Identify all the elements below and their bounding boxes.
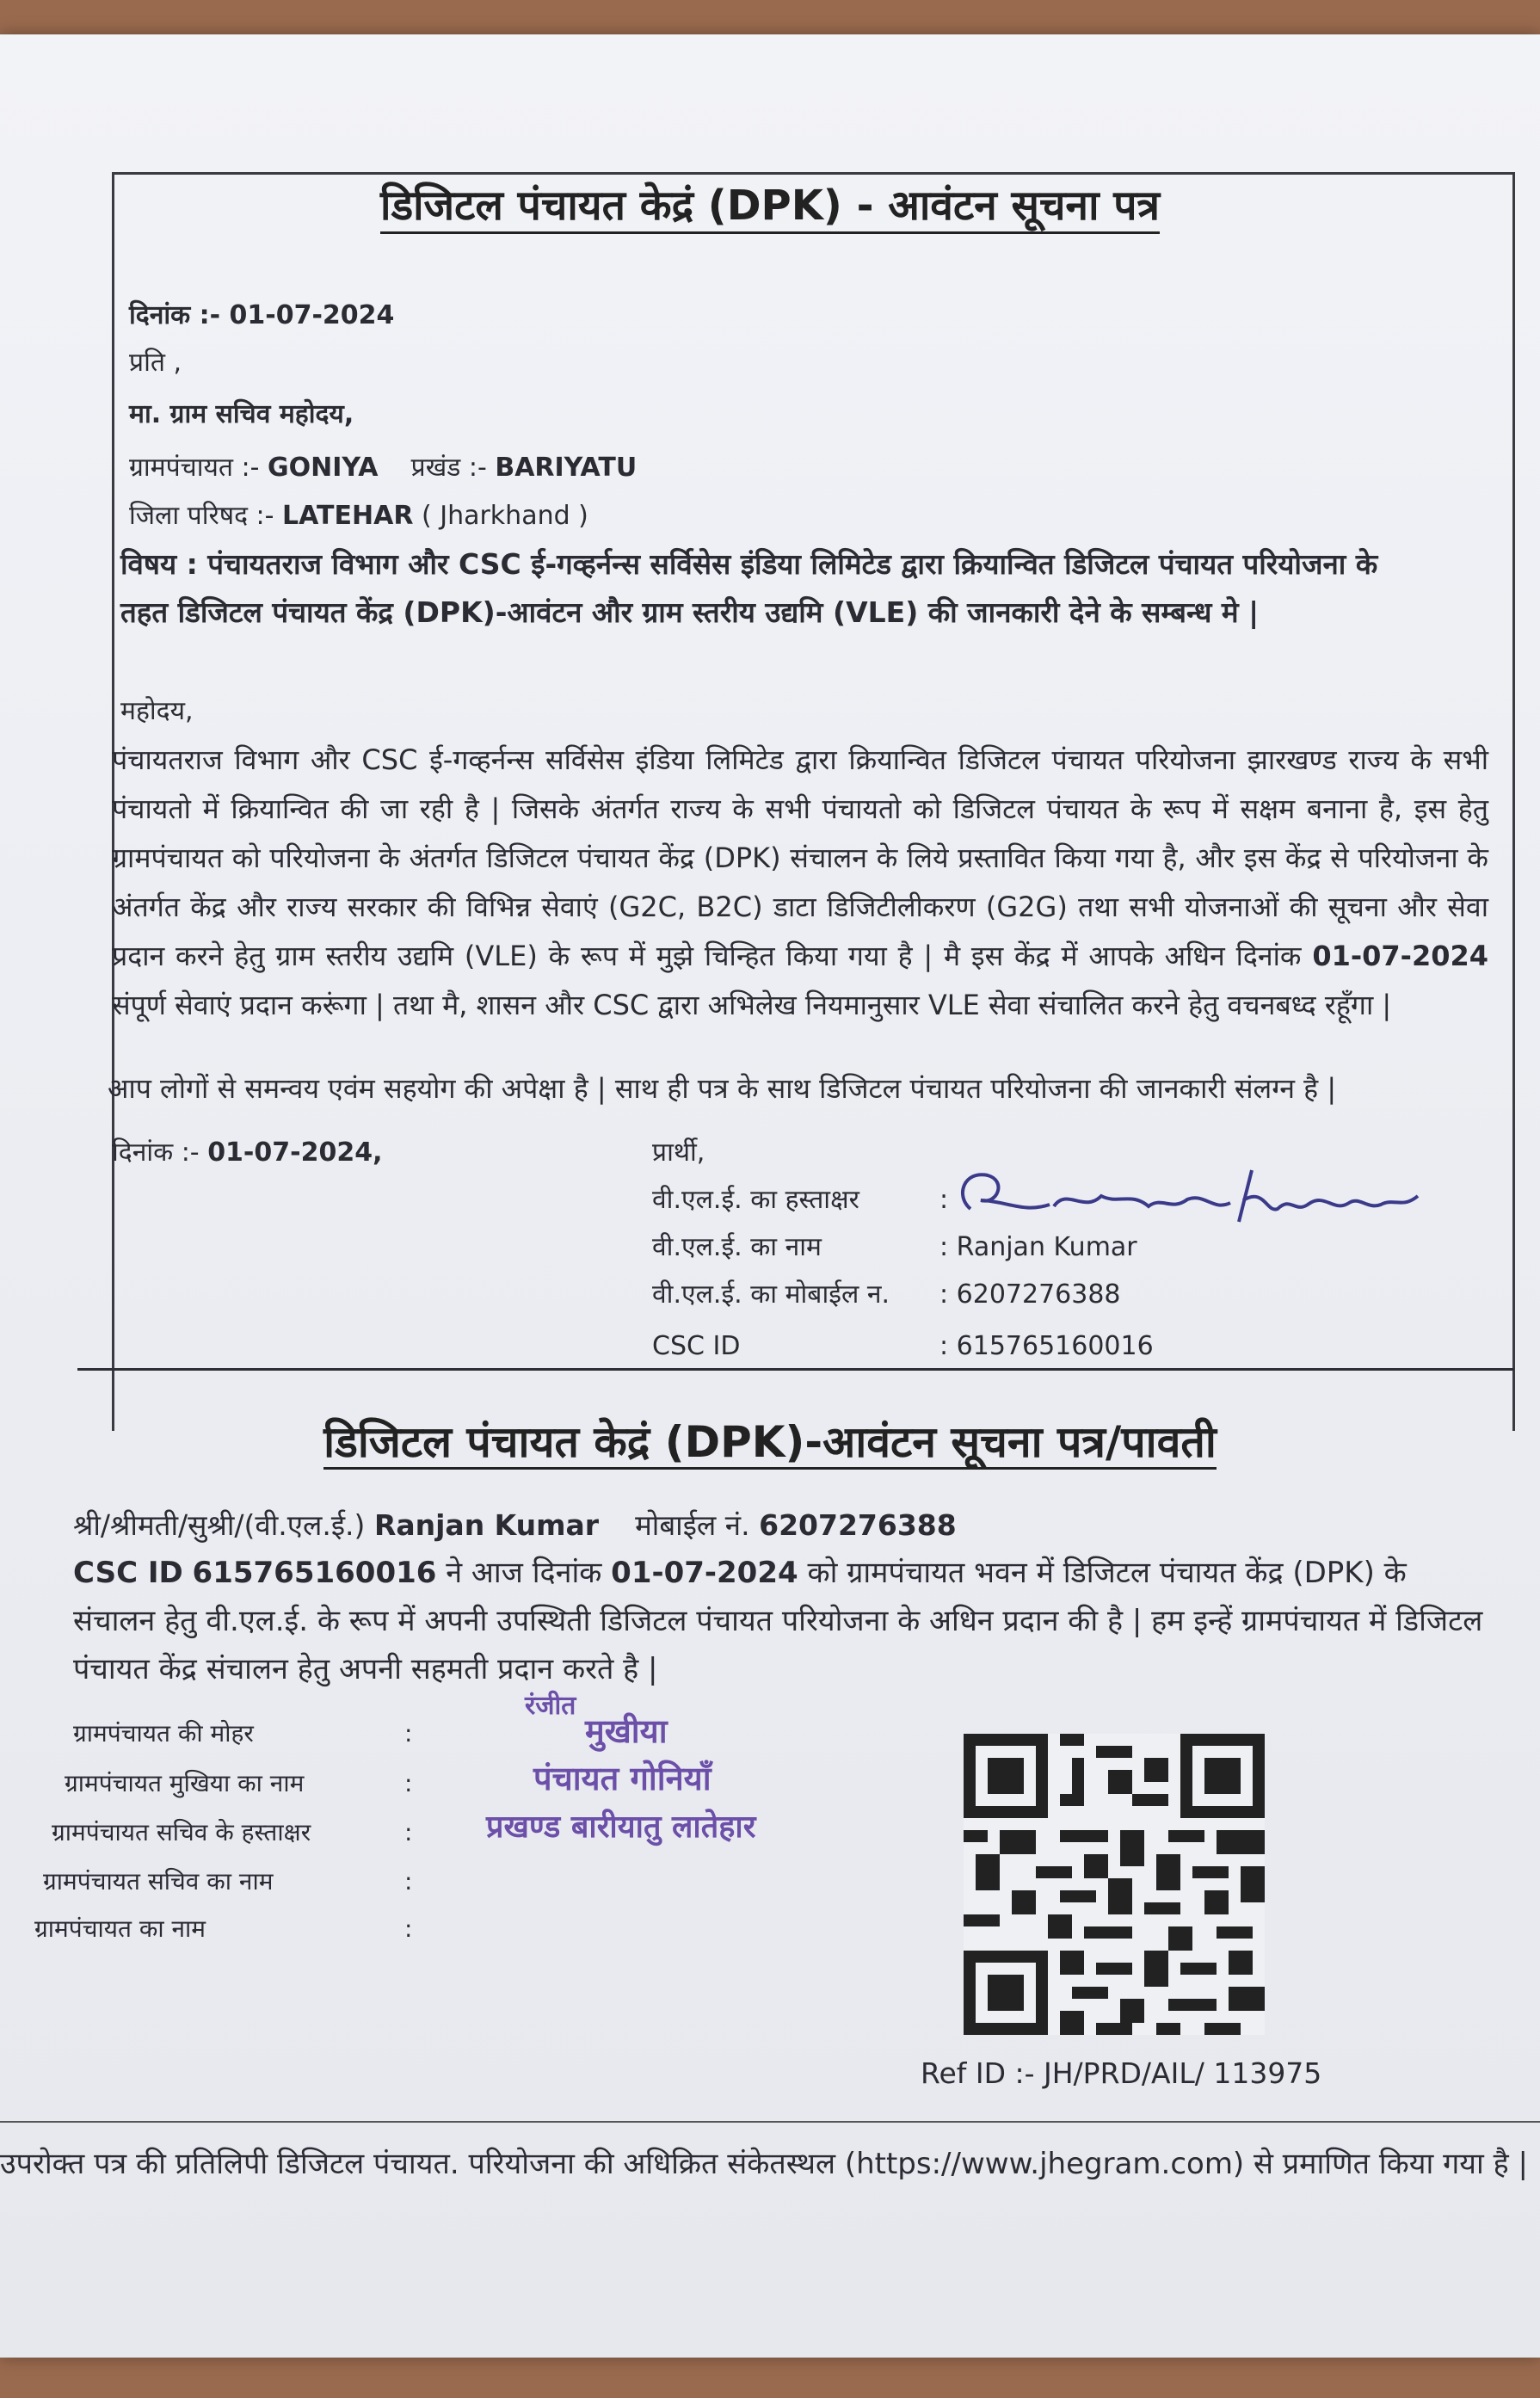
handwritten-initials: रंजीत bbox=[525, 1691, 576, 1721]
salutation: महोदय, bbox=[120, 696, 194, 726]
csc-id-value: : 615765160016 bbox=[939, 1331, 1154, 1361]
stamp-line-2: पंचायत गोनियाँ bbox=[533, 1759, 711, 1797]
addressee: मा. ग्राम सचिव महोदय, bbox=[129, 399, 354, 429]
page-title: डिजिटल पंचायत केद्रं (DPK) - आवंटन सूचना पत्र bbox=[0, 176, 1540, 232]
csc-id-label: CSC ID bbox=[652, 1331, 741, 1361]
receipt-text: CSC ID 615765160016 ने आज दिनांक 01-07-2024 को ग्रामपंचायत भवन में डिजिटल पंचायत केंद्र (DPK) के संचालन हेतु वी.एल.ई. के रूप में अपनी उपस्थिती डिजिटल पंचायत परियोजना के अधिन प्रदान की है | हम इन्हें ग्रामपंचायत में डिजिटल पंचायत केंद्र संचालन हेतु अपनी सहमती प्रदान करते है | bbox=[73, 1556, 1483, 1686]
gp-name-label: ग्रामपंचायत का नाम bbox=[34, 1914, 206, 1943]
stamp-line-1: मुखीया bbox=[585, 1711, 668, 1750]
gp-head-name-label: ग्रामपंचायत मुखिया का नाम bbox=[65, 1769, 305, 1797]
sign-date: दिनांक :- 01-07-2024, bbox=[112, 1137, 383, 1168]
gp-secretary-name-label: ग्रामपंचायत सचिव का नाम bbox=[43, 1867, 274, 1896]
letter-date: दिनांक :- 01-07-2024 bbox=[129, 300, 395, 330]
footer-divider bbox=[0, 2121, 1540, 2123]
colon: : bbox=[404, 1867, 413, 1896]
request-line: आप लोगों से समन्वय एवंम सहयोग की अपेक्षा है | साथ ही पत्र के साथ डिजिटल पंचायत परियोजना की जानकारी संलग्न है | bbox=[108, 1072, 1337, 1105]
subject: विषय : पंचायतराज विभाग और CSC ई-गव्हर्नन्स सर्विसेस इंडिया लिमिटेड द्वारा क्रियान्वित डिजिटल पंचायत परियोजना के तहत डिजिटल पंचायत केंद्र (DPK)-आवंटन और ग्राम स्तरीय उद्यमि (VLE) की जानकारी देने के सम्बन्ध मे | bbox=[120, 547, 1378, 629]
colon: : bbox=[404, 1719, 413, 1748]
vle-name-value: : Ranjan Kumar bbox=[939, 1232, 1137, 1262]
to-line: प्रति , bbox=[129, 348, 182, 378]
footer-note: उपरोक्त पत्र की प्रतिलिपी डिजिटल पंचायत. परियोजना की अधिक्रित संकेतस्थल (https://www.jhegram.com) से प्रमाणित किया गया है | bbox=[0, 2147, 1528, 2181]
stamp-line-3: प्रखण्ड बारीयातु लातेहार bbox=[486, 1809, 756, 1845]
reference-id: Ref ID :- JH/PRD/AIL/ 113975 bbox=[921, 2056, 1322, 2090]
colon: : bbox=[404, 1914, 413, 1943]
vle-name-label: वी.एल.ई. का नाम bbox=[652, 1232, 822, 1262]
applicant: प्रार्थी, bbox=[652, 1137, 705, 1168]
vle-sign-label: वी.एल.ई. का हस्ताक्षर bbox=[652, 1185, 859, 1215]
district-line: जिला परिषद :- LATEHAR ( Jharkhand ) bbox=[129, 501, 588, 531]
gram-panchayat-line: ग्रामपंचायत :- GONIYA प्रखंड :- BARIYATU bbox=[129, 453, 638, 483]
section-divider bbox=[77, 1368, 1514, 1371]
gp-seal-label: ग्रामपंचायत की मोहर bbox=[73, 1719, 254, 1748]
vle-mobile-label: वी.एल.ई. का मोबाईल न. bbox=[652, 1279, 890, 1310]
receipt-title: डिजिटल पंचायत केद्रं (DPK)-आवंटन सूचना पत्र/पावती bbox=[0, 1411, 1540, 1470]
vle-mobile-value: : 6207276388 bbox=[939, 1279, 1121, 1310]
gp-secretary-sign-label: ग्रामपंचायत सचिव के हस्ताक्षर bbox=[52, 1818, 311, 1846]
qr-code-icon bbox=[964, 1734, 1265, 2035]
colon: : bbox=[404, 1818, 413, 1846]
vle-signature bbox=[946, 1162, 1428, 1239]
colon: : bbox=[404, 1769, 413, 1797]
body-paragraph: पंचायतराज विभाग और CSC ई-गव्हर्नन्स सर्विसेस इंडिया लिमिटेड द्वारा क्रियान्वित डिजिटल पंचायत परियोजना झारखण्ड राज्य के सभी पंचायतो में क्रियान्वित की जा रही है | जिसके अंतर्गत राज्य के सभी पंचायतो को डिजिटल पंचायत के रूप में सक्षम बनाना है, इस हेतु ग्रामपंचायत को परियोजना के अंतर्गत डिजिटल पंचायत केंद्र (DPK) संचालन के लिये प्रस्तावित किया गया है, और इस केंद्र से परियोजना के अंतर्गत केंद्र और राज्य सरकार की विभिन्न सेवाएं (G2C, B2C) डाटा डिजिटीलीकरण (G2G) तथा सभी योजनाओं की सूचना और सेवा प्रदान करने हेतु ग्राम स्तरीय उद्यमि (VLE) के रूप में मुझे चिन्हित किया गया है | मै इस केंद्र में आपके अधिन दिनांक 01-07-2024 संपूर्ण सेवाएं प्रदान करूंगा | तथा मै, शासन और CSC द्वारा अभिलेख नियमानुसार VLE सेवा संचालित करने हेतु वचनबध्द रहूँगा | bbox=[112, 743, 1489, 1021]
vle-sign-colon: : bbox=[939, 1185, 949, 1215]
receipt-name-line: श्री/श्रीमती/सुश्री/(वी.एल.ई.) Ranjan Kumar मोबाईल नं. 6207276388 bbox=[73, 1508, 957, 1542]
